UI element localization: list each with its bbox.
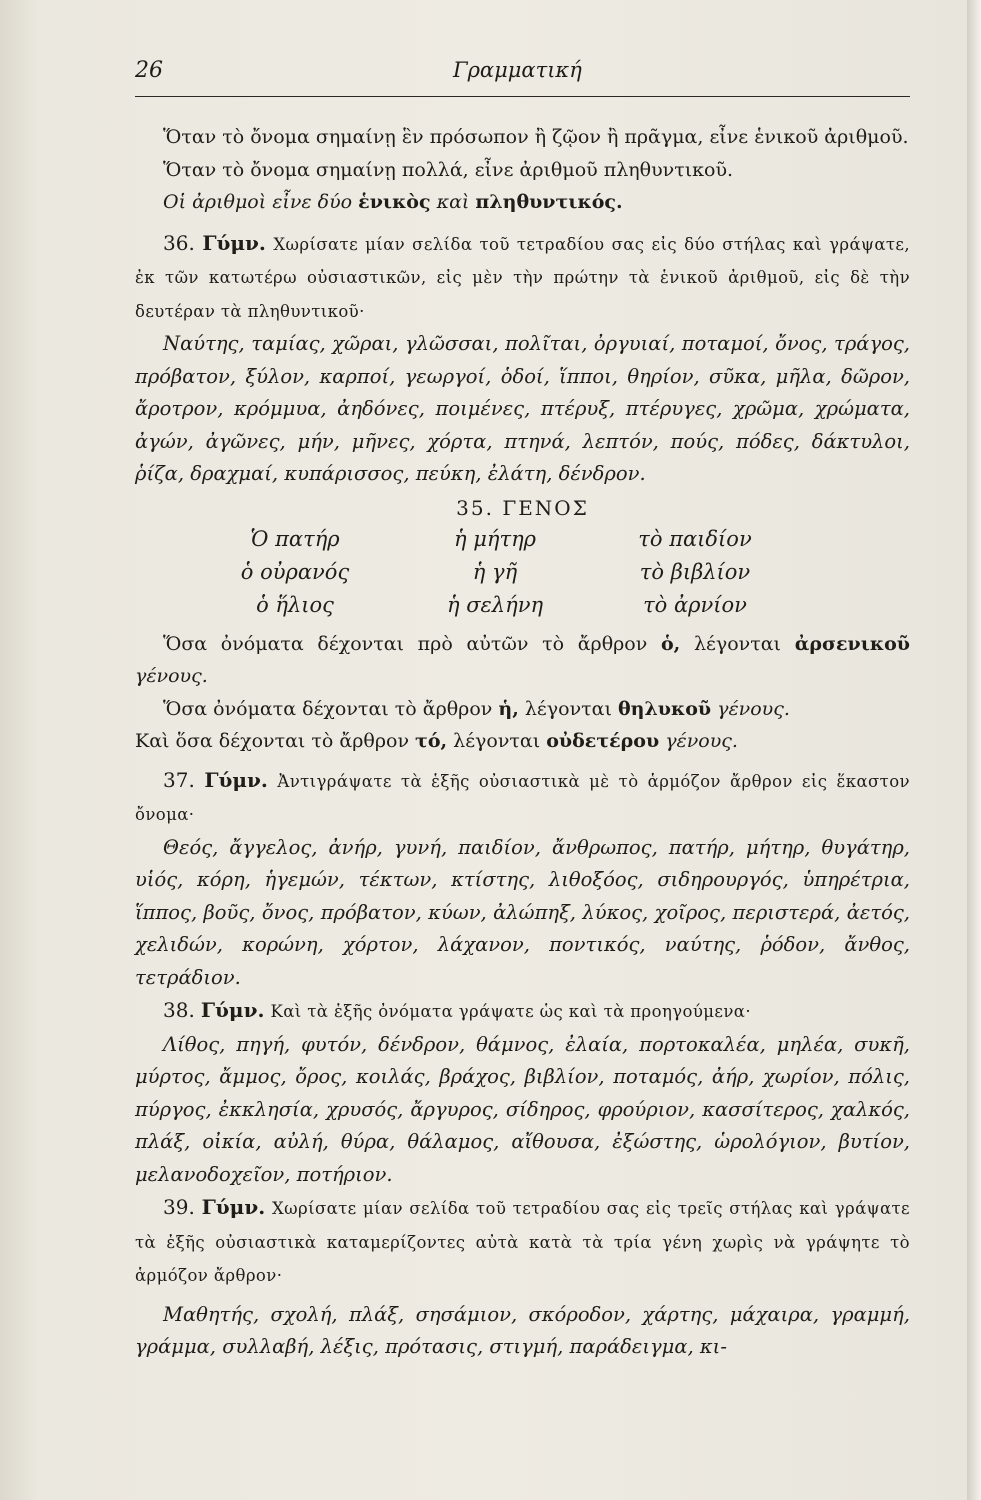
exercise-36-words: Ναύτης, ταμίας, χῶραι, γλῶσσαι, πολῖται, ὀργυιαί, ποταμοί, ὄνος, τράγος, πρόβατον, ξύλον, καρποί, γεωργοί, ὁδοί, ἵπποι, θηρίον, σῦκα, μῆλα, δῶρον, ἄροτρον, κρόμμυα, ἀηδόνες, ποιμένες, πτέρυξ, πτέρυγες, χρῶμα, χρώματα, ἀγών, ἀγῶνες, μήν, μῆνες, χόρτα, πτηνά, λεπτόν, πούς, πόδες, δάκτυλοι, ῥίζα, δραχμαί, κυπάρισσος, πεύκη, ἐλάτη, δένδρον. — [135, 332, 910, 485]
rule-text: λέγονται — [524, 697, 612, 720]
masculine-example: Ὁ πατήρ — [250, 526, 340, 551]
exercise-label: Γύμν. — [200, 998, 265, 1022]
rule-text: γένους. — [717, 697, 790, 720]
exercise-instruction: Χωρίσατε μίαν σελίδα τοῦ τετραδίου σας εἰς δύο στήλας καὶ γράψατε, ἐκ τῶν κατωτέρω οὐσιαστικῶν, εἰς μὲν τὴν πρώτην τὰ ἑνικοῦ ἀριθμοῦ, εἰς δὲ τὴν δευτέραν τὰ πληθυντικοῦ· — [135, 234, 911, 321]
term-singular: ἑνικὸς — [358, 191, 431, 213]
header-rule — [135, 96, 910, 97]
article: ὁ, — [661, 632, 681, 655]
exercise-37-words: Θεός, ἄγγελος, ἀνήρ, γυνή, παιδίον, ἄνθρωπος, πατήρ, μήτηρ, θυγάτηρ, υἱός, κόρη, ἡγεμών, τέκτων, κτίστης, λιθοξόος, σιδηρουργός, ὑπηρέτρια, ἵππος, βοῦς, ὄνος, πρόβατον, κύων, ἀλώπηξ, λύκος, χοῖρος, περιστερά, ἀετός, χελιδών, κορώνη, χόρτον, λάχανον, ποντικός, ναύτης, ῥόδον, ἄνθος, τετράδιον. — [135, 835, 910, 989]
neuter-example: τὸ ἀρνίον — [643, 592, 747, 617]
exercise-label: Γύμν. — [204, 767, 268, 792]
rule-text: Καὶ ὅσα δέχονται τὸ ἄρθρον — [135, 730, 409, 752]
intro-numbers-text: Οἱ ἀριθμοὶ εἶνε δύο — [163, 191, 353, 213]
exercise-instruction: Χωρίσατε μίαν σελίδα τοῦ τετραδίου σας εἰς τρεῖς στήλας καὶ γράψατε τὰ ἑξῆς οὐσιαστικὰ καταμερίζοντες αὐτὰ κατὰ τὰ τρία γένη χωρὶς νὰ γράψητε τὸ ἁρμόζον ἄρθρον· — [135, 1199, 910, 1285]
exercise-number: 37. — [163, 767, 195, 792]
rule-masculine — [135, 628, 910, 693]
exercise-38 — [135, 994, 910, 1029]
exercise-37 — [135, 764, 910, 832]
page-content — [135, 56, 910, 1364]
rule-text: Ὅσα ὀνόματα δέχονται τὸ ἄρθρον — [163, 697, 493, 720]
page-number: 26 — [135, 58, 163, 83]
rule-text: γένους. — [665, 730, 738, 752]
gender-table — [195, 523, 910, 622]
neuter-example: τὸ βιβλίον — [639, 559, 751, 584]
exercise-number: 39. — [163, 1195, 195, 1219]
exercise-number: 38. — [163, 998, 195, 1022]
rule-neuter — [135, 725, 910, 758]
intro-singular: Ὅταν τὸ ὄνομα σημαίνῃ ἓν πρόσωπον ἢ ζῷον ἢ πρᾶγμα, εἶνε ἑνικοῦ ἀριθμοῦ. — [163, 126, 909, 148]
rule-text: λέγονται — [453, 730, 541, 752]
feminine-example: ἡ σελήνη — [446, 592, 544, 617]
neuter-example: τὸ παιδίον — [638, 526, 752, 551]
term-plural: πληθυντικός. — [475, 191, 623, 213]
exercise-36 — [135, 227, 910, 329]
exercise-label: Γύμν. — [202, 230, 266, 255]
rule-text: λέγονται — [693, 632, 782, 655]
exercise-instruction: Ἀντιγράψατε τὰ ἑξῆς οὐσιαστικὰ μὲ τὸ ἁρμόζον ἄρθρον εἰς ἕκαστον ὄνομα· — [135, 771, 910, 824]
intro-plural: Ὅταν τὸ ὄνομα σημαίνῃ πολλά, εἶνε ἀριθμοῦ πληθυντικοῦ. — [163, 158, 734, 181]
page-header — [135, 56, 910, 92]
rule-text: γένους. — [135, 665, 208, 687]
page-edge — [967, 0, 981, 1500]
exercise-39-words: Μαθητής, σχολή, πλάξ, σησάμιον, σκόροδον, χάρτης, μάχαιρα, γραμμή, γράμμα, συλλαβή, λέξις, πρότασις, στιγμή, παράδειγμα, κι- — [135, 1302, 910, 1358]
gender-term: οὐδετέρου — [546, 730, 660, 752]
rule-feminine — [135, 693, 910, 726]
gender-term: θηλυκοῦ — [617, 697, 712, 720]
feminine-example: ἡ γῆ — [472, 559, 518, 584]
article: ἡ, — [498, 697, 519, 720]
masculine-example: ὁ ἥλιος — [256, 592, 334, 617]
exercise-39 — [135, 1191, 910, 1293]
running-title: Γραμματική — [453, 58, 582, 82]
exercise-label: Γύμν. — [201, 1195, 266, 1219]
masculine-example: ὁ οὐρανός — [240, 559, 350, 584]
gender-term: ἀρσενικοῦ — [794, 632, 910, 655]
exercise-38-words: Λίθος, πηγή, φυτόν, δένδρον, θάμνος, ἐλαία, πορτοκαλέα, μηλέα, συκῆ, μύρτος, ἄμμος, ὄρος, κοιλάς, βράχος, βιβλίον, ποταμός, ἀήρ, χωρίον, πόλις, πύργος, ἐκκλησία, χρυσός, ἄργυρος, σίδηρος, φρούριον, κασσίτερος, χαλκός, πλάξ, οἰκία, αὐλή, θύρα, θάλαμος, αἴθουσα, ἐξώστης, ὡρολόγιον, βυτίον, μελανοδοχεῖον, ποτήριον. — [135, 1032, 910, 1186]
rule-text: Ὅσα ὀνόματα δέχονται πρὸ αὐτῶν τὸ ἄρθρον — [163, 632, 648, 655]
exercise-number: 36. — [163, 230, 195, 255]
intro-numbers — [135, 186, 910, 219]
feminine-example: ἡ μήτηρ — [453, 526, 537, 551]
article: τό, — [415, 730, 448, 752]
section-title: 35. ΓΕΝΟΣ — [456, 495, 589, 520]
intro-and: καὶ — [436, 191, 470, 213]
exercise-instruction: Καὶ τὰ ἑξῆς ὀνόματα γράψατε ὡς καὶ τὰ προηγούμενα· — [270, 1002, 751, 1021]
